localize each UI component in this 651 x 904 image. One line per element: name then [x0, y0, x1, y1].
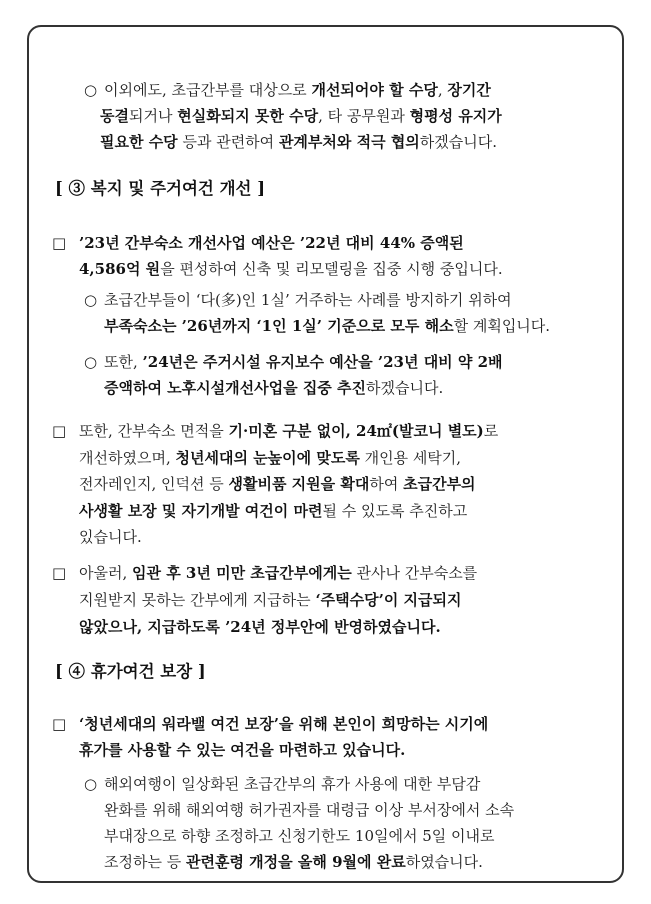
bold-text: 개선되어야 할 수당: [311, 81, 438, 99]
text-line: [79, 498, 498, 525]
bold-text: 청년세대의 눈높이에 맞도록: [175, 448, 360, 467]
bold-text: 휴가를 사용할 수 있는 여건을 마련하고 있습니다.: [79, 741, 406, 759]
bold-text: 않았으나, 지급하도록 ’24년 정부안에 반영하였습니다.: [79, 618, 441, 636]
text-line: [79, 230, 503, 256]
text-line: [79, 737, 488, 763]
text-line: [100, 103, 502, 129]
paragraph-dorm-budget: [79, 230, 503, 282]
text-span: 하여: [369, 475, 404, 493]
bullet-square: □: [52, 422, 67, 440]
text-span: 하겠습니다.: [366, 379, 444, 397]
text-span: 또한,: [104, 353, 143, 371]
text-span: 아울러,: [79, 564, 133, 582]
text-span: 해외여행이 일상화된 초급간부의 휴가 사용에 대한 부담감: [104, 775, 481, 793]
text-span: 하겠습니다.: [419, 133, 498, 151]
bold-text: ‘주택수당’이 지급되지: [315, 591, 462, 609]
text-span: 부대장으로 하향 조정하고 신청기한도 10일에서 5일 이내로: [104, 827, 495, 845]
text-span: 이외에도, 초급간부를 대상으로: [104, 81, 312, 99]
text-line: [79, 614, 477, 641]
paragraph-allowance: [100, 77, 502, 155]
bold-text: 부족숙소는 ’26년까지 ‘1인 1실’ 기준으로 모두 해소: [104, 317, 454, 335]
text-span: 될 수 있도록 추진하고: [322, 501, 468, 520]
text-span: 전자레인지, 인덕션 등: [79, 475, 229, 493]
text-line: [104, 287, 550, 313]
text-span: 조정하는 등: [104, 853, 186, 871]
bullet-circle: ○: [84, 353, 98, 371]
bold-text: 동결: [100, 107, 129, 125]
paragraph-work-life-balance: [79, 711, 488, 763]
text-line: [104, 823, 514, 849]
text-line: [104, 375, 503, 401]
text-span: 하였습니다.: [405, 853, 483, 871]
bold-text: 현실화되지 못한 수당: [177, 107, 319, 125]
text-span: , 타 공무원과: [318, 107, 410, 125]
text-span: 개선하였으며,: [79, 448, 176, 467]
text-span: 로: [483, 422, 499, 440]
text-span: 을 편성하여 신축 및 리모델링을 집중 시행 중입니다.: [160, 260, 503, 278]
text-line: [79, 256, 503, 282]
bold-text: 4,586억 원: [79, 260, 161, 278]
bold-text: 형평성 유지가: [409, 107, 502, 125]
paragraph-single-room: [104, 287, 550, 339]
text-span: 등과 관련하여: [177, 133, 279, 151]
text-span: 할 계획입니다.: [453, 317, 551, 335]
bold-text: ’23년 간부숙소 개선사업 예산은 ’22년 대비 44% 증액된: [79, 234, 464, 252]
bold-text: 증액하여 노후시설개선사업을 집중 추진: [104, 379, 366, 397]
bold-text: 장기간: [447, 81, 491, 99]
text-span: 되거나: [128, 107, 178, 125]
paragraph-housing-allowance: [79, 560, 477, 641]
text-line: [104, 313, 550, 339]
text-span: 또한, 간부숙소 면적을: [79, 422, 229, 440]
bullet-circle: ○: [84, 81, 98, 99]
text-span: 지원받지 못하는 간부에게 지급하는: [79, 591, 316, 609]
bold-text: 필요한 수당: [100, 133, 178, 151]
text-span: 개인용 세탁기,: [359, 448, 462, 467]
text-span: ,: [437, 81, 448, 99]
text-line: [104, 771, 514, 797]
bold-text: 생활비품 지원을 확대: [228, 475, 370, 493]
text-span: 관사나 간부숙소를: [351, 564, 478, 582]
bold-text: 임관 후 3년 미만 초급간부에게는: [132, 564, 352, 582]
text-line: [104, 77, 502, 103]
section-heading-leave: [ ④ 휴가여건 보장 ]: [55, 662, 206, 681]
paragraph-dorm-area: [79, 418, 498, 551]
text-line: [104, 349, 503, 375]
bullet-square: □: [52, 564, 67, 582]
text-span: 초급간부들이 ‘다(多)인 1실’ 거주하는 사례를 방지하기 위하여: [104, 291, 512, 309]
text-line: [100, 129, 502, 155]
text-line: [79, 560, 477, 587]
paragraph-maintenance-budget: [104, 349, 503, 401]
text-span: 있습니다.: [79, 528, 142, 546]
text-line: [79, 587, 477, 614]
text-span: 완화를 위해 해외여행 허가권자를 대령급 이상 부서장에서 소속: [104, 801, 515, 819]
bold-text: ‘청년세대의 워라밸 여건 보장’을 위해 본인이 희망하는 시기에: [79, 715, 489, 733]
text-line: [79, 445, 498, 472]
text-line: [79, 471, 498, 498]
bold-text: 기·미혼 구분 없이, 24㎡(발코니 별도): [228, 422, 484, 440]
text-line: [104, 849, 514, 875]
section-heading-welfare: [ ③ 복지 및 주거여건 개선 ]: [55, 179, 266, 198]
text-line: [79, 711, 488, 737]
bullet-square: □: [52, 234, 67, 252]
bold-text: ’24년은 주거시설 유지보수 예산을 ’23년 대비 약 2배: [142, 353, 503, 371]
bullet-circle: ○: [84, 775, 98, 793]
text-line: [79, 524, 498, 551]
text-line: [79, 418, 498, 445]
bullet-square: □: [52, 715, 67, 733]
text-line: [104, 797, 514, 823]
paragraph-overseas-travel: [104, 771, 514, 875]
bold-text: 초급간부의: [403, 475, 476, 493]
bold-text: 사생활 보장 및 자기개발 여건이 마련: [79, 501, 323, 520]
bold-text: 관련훈령 개정을 올해 9월에 완료: [186, 853, 406, 871]
bold-text: 관계부처와 적극 협의: [278, 133, 420, 151]
bullet-circle: ○: [84, 291, 98, 309]
